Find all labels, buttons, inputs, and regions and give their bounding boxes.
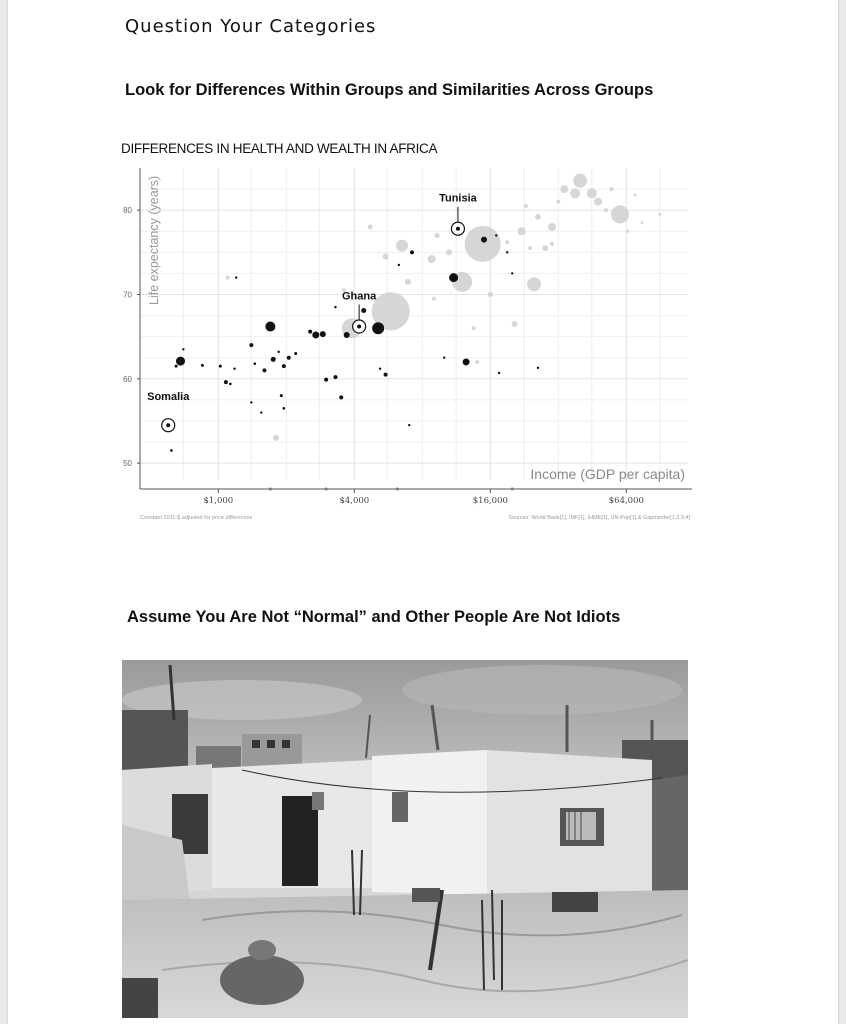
black-bubble bbox=[175, 365, 178, 368]
gray-bubble bbox=[475, 360, 479, 364]
black-bubble bbox=[250, 401, 252, 403]
x-tick-label: $1,000 bbox=[203, 496, 234, 506]
x-axis-marker bbox=[325, 488, 328, 491]
x-axis-marker bbox=[269, 488, 272, 491]
gray-bubble bbox=[524, 204, 528, 208]
black-bubble bbox=[294, 352, 297, 355]
x-tick-label: $64,000 bbox=[608, 496, 644, 506]
gray-bubble bbox=[226, 276, 230, 280]
black-bubble bbox=[201, 364, 204, 367]
rooftop-photo-illustration bbox=[122, 660, 688, 1018]
gray-bubble bbox=[634, 193, 637, 196]
black-bubble bbox=[398, 264, 400, 266]
black-bubble bbox=[176, 357, 185, 366]
gray-bubble bbox=[368, 225, 373, 230]
x-axis-label: Income (GDP per capita) bbox=[530, 466, 685, 482]
gray-bubble bbox=[428, 255, 436, 263]
black-bubble bbox=[233, 367, 235, 369]
gray-bubble bbox=[446, 249, 452, 255]
gray-bubble bbox=[435, 233, 440, 238]
black-bubble bbox=[308, 330, 312, 334]
chart-annotations bbox=[147, 193, 478, 432]
black-bubble bbox=[280, 394, 283, 397]
gray-bubble bbox=[556, 200, 560, 204]
black-bubble bbox=[253, 362, 256, 365]
black-bubble bbox=[498, 372, 500, 374]
black-bubble bbox=[333, 375, 337, 379]
black-bubble bbox=[283, 407, 286, 410]
x-tick-label: $16,000 bbox=[472, 496, 508, 506]
gray-bubble bbox=[640, 221, 643, 224]
black-bubble bbox=[249, 343, 253, 347]
black-bubble bbox=[506, 251, 508, 253]
gray-bubble bbox=[609, 187, 613, 191]
gray-bubble bbox=[604, 208, 608, 212]
annotation-label: Somalia bbox=[147, 391, 190, 404]
black-bubble bbox=[271, 357, 276, 362]
black-bubble bbox=[224, 380, 228, 384]
gray-bubble bbox=[594, 198, 602, 206]
gray-bubble bbox=[626, 230, 629, 233]
gray-bubble bbox=[550, 242, 554, 246]
black-bubble bbox=[182, 348, 184, 350]
annotation-label: Tunisia bbox=[439, 192, 477, 205]
bubble-chart bbox=[8, 0, 838, 560]
y-tick-label: 50 bbox=[123, 459, 132, 469]
annotation-dot bbox=[166, 423, 170, 427]
black-bubble bbox=[379, 367, 381, 369]
black-bubble bbox=[262, 368, 266, 372]
gray-bubble bbox=[548, 223, 556, 231]
black-bubble bbox=[282, 364, 286, 368]
black-bubble bbox=[537, 367, 539, 369]
black-bubble bbox=[410, 250, 414, 254]
gray-bubble bbox=[472, 326, 476, 330]
gray-bubble bbox=[273, 435, 279, 441]
black-bubble bbox=[372, 322, 384, 334]
gray-bubble bbox=[658, 213, 661, 216]
gray-bubble bbox=[560, 185, 568, 193]
black-bubble bbox=[511, 272, 513, 274]
gray-bubble bbox=[535, 214, 541, 220]
annotation-label: Ghana bbox=[342, 290, 377, 303]
black-bubble bbox=[443, 357, 445, 359]
section-title: Question Your Categories bbox=[125, 16, 377, 37]
gray-bubble bbox=[542, 245, 548, 251]
y-axis-label: Life expectancy (years) bbox=[147, 175, 161, 305]
black-bubble bbox=[481, 237, 487, 243]
gray-bubble bbox=[383, 254, 389, 260]
gray-bubble bbox=[396, 240, 408, 252]
gray-bubble bbox=[465, 226, 501, 262]
y-tick-label: 80 bbox=[123, 206, 132, 216]
black-bubble bbox=[265, 322, 275, 332]
document-page bbox=[8, 0, 838, 1024]
black-bubble bbox=[361, 308, 366, 313]
subtitle-normal: Assume You Are Not “Normal” and Other People Are Not Idiots bbox=[127, 608, 621, 626]
annotation-dot bbox=[456, 227, 460, 231]
annotation-dot bbox=[357, 325, 361, 329]
gray-bubble bbox=[587, 188, 597, 198]
black-bubble bbox=[344, 332, 350, 338]
x-axis-marker bbox=[511, 488, 514, 491]
gray-bubble bbox=[512, 321, 518, 327]
black-bubble bbox=[384, 373, 388, 377]
black-bubble bbox=[495, 234, 497, 236]
black-bubble bbox=[408, 424, 410, 426]
black-bubble bbox=[320, 331, 326, 337]
gray-bubble bbox=[432, 297, 436, 301]
rooftop-photo bbox=[122, 660, 688, 1018]
black-bubble bbox=[287, 356, 291, 360]
gray-bubble bbox=[518, 227, 526, 235]
y-tick-label: 60 bbox=[123, 374, 132, 384]
subtitle-differences: Look for Differences Within Groups and Similarities Across Groups bbox=[125, 81, 654, 99]
black-bubble bbox=[229, 383, 232, 386]
black-bubble bbox=[277, 351, 279, 353]
gray-bubble bbox=[527, 277, 541, 291]
black-bubble bbox=[449, 273, 458, 282]
black-bubble bbox=[334, 306, 336, 308]
gray-bubble bbox=[573, 174, 587, 188]
black-bubble bbox=[260, 411, 262, 413]
black-bubble bbox=[219, 365, 222, 368]
gray-bubbles bbox=[226, 174, 662, 441]
x-axis-marker bbox=[396, 488, 399, 491]
gray-bubble bbox=[488, 292, 493, 297]
black-bubble bbox=[463, 358, 470, 365]
y-tick-label: 70 bbox=[123, 290, 132, 300]
gray-bubble bbox=[570, 188, 580, 198]
footnote-left: Constant 2011-$ adjusted for price differences bbox=[140, 515, 253, 521]
gray-bubble bbox=[611, 205, 629, 223]
gray-bubble bbox=[405, 279, 411, 285]
black-bubble bbox=[235, 276, 237, 278]
black-bubble bbox=[324, 378, 328, 382]
x-tick-label: $4,000 bbox=[339, 496, 370, 506]
black-bubble bbox=[312, 331, 319, 338]
footnote-right: Sources: World Bank[1], IMF[1], IHME[1], UN-Pop[1] & Gapminder[1,2,3,4] bbox=[508, 515, 690, 521]
chart-grid bbox=[140, 168, 688, 480]
black-bubble bbox=[170, 449, 173, 452]
chart-title: DIFFERENCES IN HEALTH AND WEALTH IN AFRICA bbox=[121, 141, 438, 156]
gray-bubble bbox=[505, 240, 509, 244]
gray-bubble bbox=[528, 246, 532, 250]
black-bubble bbox=[339, 395, 343, 399]
